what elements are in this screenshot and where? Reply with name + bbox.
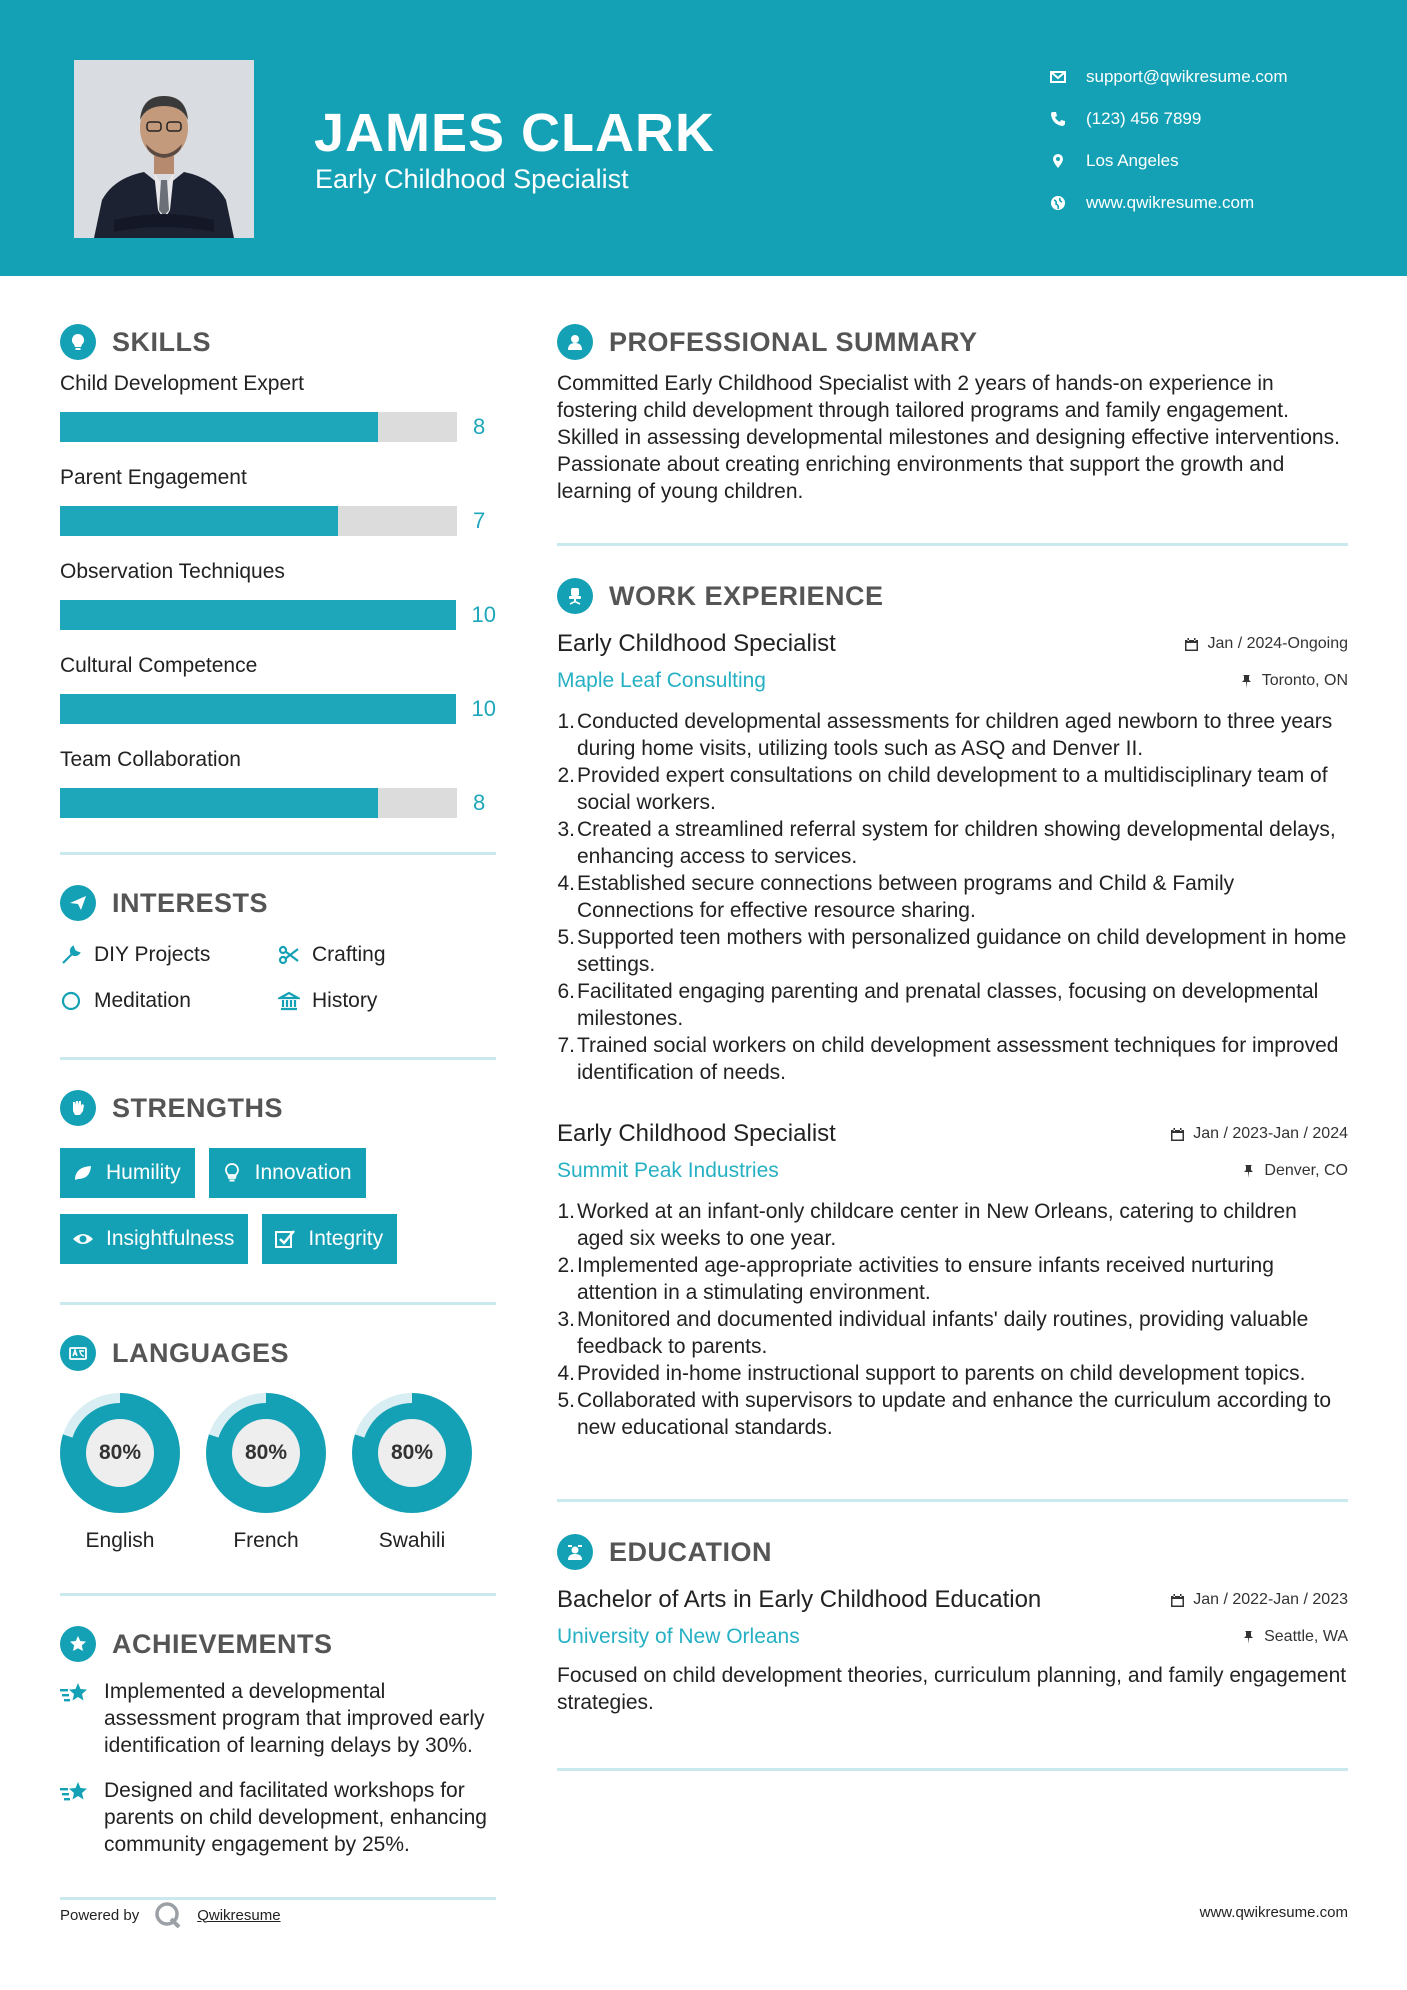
summary-text: Committed Early Childhood Specialist with 2 years of hands-on experience in fostering child development through tailored programs and family engagement. Skilled in assessing developmental milestones and designing effective interventions. Passionate about creating enriching environments that support the growth and learning of young children. [557, 372, 1340, 503]
language-ring [352, 1393, 472, 1513]
skill-value: 7 [473, 508, 486, 533]
fist-icon [60, 1090, 96, 1126]
interest-label: DIY Projects [94, 943, 211, 966]
job-company: Maple Leaf Consulting [557, 669, 766, 692]
qwikresume-logo-icon [153, 1900, 183, 1930]
profile-photo [74, 60, 254, 238]
job-bullet: 4. Provided in-home instructional support to parents on child development topics. [557, 1362, 1306, 1385]
language-name: English [85, 1529, 155, 1552]
skill-bar [60, 788, 457, 818]
job-location [1241, 1162, 1348, 1180]
education-entry [557, 1580, 1348, 1716]
summary-title: PROFESSIONAL SUMMARY [609, 326, 978, 357]
job-location-text: Denver, CO [1264, 1162, 1348, 1179]
profile-photo-illustration [74, 60, 254, 238]
section-divider [557, 543, 1348, 546]
star-badge-icon [60, 1626, 96, 1662]
contact-website-text: www.qwikresume.com [1086, 193, 1255, 212]
skills-list [60, 368, 496, 830]
strengths-heading [60, 1086, 496, 1130]
skill-value: 8 [473, 790, 486, 815]
skill-name: Cultural Competence [60, 654, 258, 677]
strength-label: Insightfulness [106, 1227, 235, 1250]
skill-bar [60, 412, 457, 442]
language-item [206, 1393, 326, 1553]
job-bullet: 7. Trained social workers on child development assessment techniques for improved identification of needs. [557, 1034, 1339, 1084]
interests-list [60, 939, 496, 1017]
language-level: 80% [232, 1419, 300, 1487]
job-location-text: Toronto, ON [1261, 672, 1348, 689]
experience-heading [557, 574, 1348, 618]
lightbulb-icon [221, 1162, 243, 1184]
skill-bar-fill [60, 412, 378, 442]
job-bullets [557, 708, 1348, 1086]
contact-phone-text: (123) 456 7899 [1086, 109, 1202, 128]
contact-website[interactable] [1050, 182, 1288, 224]
languages-title: LANGUAGES [112, 1337, 290, 1368]
strength-tag [262, 1214, 397, 1264]
contact-list [1050, 56, 1288, 224]
interest-item [60, 939, 278, 971]
language-ring [60, 1393, 180, 1513]
achievement-item [60, 1678, 496, 1759]
language-item [60, 1393, 180, 1553]
resume-header [0, 0, 1407, 276]
skill-bar-fill [60, 788, 378, 818]
education-school: University of New Orleans [557, 1625, 800, 1648]
skill-name: Observation Techniques [60, 560, 285, 583]
strengths-title: STRENGTHS [112, 1092, 284, 1123]
languages-heading [60, 1331, 496, 1375]
job-entry [557, 1114, 1348, 1441]
job-bullet: 1. Worked at an infant-only childcare center in New Orleans, catering to children aged six weeks to one year. [557, 1200, 1297, 1250]
skill-name: Team Collaboration [60, 748, 241, 771]
shooting-star-icon [60, 1680, 92, 1708]
language-name: Swahili [378, 1529, 446, 1552]
skills-heading [60, 320, 496, 364]
achievements-title: ACHIEVEMENTS [112, 1628, 333, 1659]
skill-item [60, 744, 496, 830]
job-bullet: 2. Provided expert consultations on child development to a multidisciplinary team of social workers. [557, 764, 1328, 814]
interest-item [60, 985, 278, 1017]
interest-item [278, 985, 496, 1017]
language-icon [60, 1335, 96, 1371]
interest-item [278, 939, 496, 971]
job-company: Summit Peak Industries [557, 1159, 779, 1182]
footer-powered [60, 1900, 281, 1930]
interest-label: Meditation [94, 989, 191, 1012]
skill-bar-fill [60, 694, 456, 724]
right-column [557, 320, 1348, 1771]
strength-label: Innovation [254, 1161, 352, 1184]
skill-name: Child Development Expert [60, 372, 304, 395]
skill-bar-fill [60, 506, 338, 536]
skill-value: 10 [471, 602, 496, 627]
job-bullet: 5. Supported teen mothers with personalized guidance on child development in home settings. [557, 926, 1347, 976]
section-divider [60, 852, 496, 855]
section-divider [60, 1057, 496, 1060]
brand-link[interactable]: Qwikresume [197, 1906, 281, 1924]
job-dates [1170, 1125, 1348, 1143]
powered-by-label: Powered by [60, 1906, 140, 1924]
paper-plane-icon [60, 885, 96, 921]
calendar-icon [1170, 1127, 1185, 1142]
left-column [60, 320, 496, 1858]
skill-item [60, 650, 496, 736]
interest-label: Crafting [312, 943, 386, 966]
globe-icon [1050, 195, 1086, 211]
job-dates [1184, 635, 1348, 653]
skill-name: Parent Engagement [60, 466, 247, 489]
education-degree: Bachelor of Arts in Early Childhood Education [557, 1586, 1042, 1613]
job-bullet: 4. Established secure connections between programs and Child & Family Connections for effective resource sharing. [557, 872, 1235, 922]
education-title: EDUCATION [609, 1536, 772, 1567]
job-title: Early Childhood Specialist [557, 630, 836, 657]
graduate-icon [557, 1534, 593, 1570]
strength-label: Integrity [308, 1227, 384, 1250]
contact-phone[interactable] [1050, 98, 1288, 140]
skill-bar [60, 506, 457, 536]
language-level: 80% [86, 1419, 154, 1487]
contact-email[interactable] [1050, 56, 1288, 98]
job-bullet: 1. Conducted developmental assessments for children aged newborn to three years during home visits, utilizing tools such as ASQ and Denver II. [557, 710, 1333, 760]
job-dates-text: Jan / 2023-Jan / 2024 [1193, 1125, 1348, 1142]
achievement-text: Designed and facilitated workshops for parents on child development, enhancing community engagement by 25%. [104, 1779, 487, 1856]
achievement-text: Implemented a developmental assessment program that improved early identification of learning delays by 30%. [104, 1680, 485, 1757]
language-item [352, 1393, 472, 1553]
checkbox-icon [274, 1228, 296, 1250]
skill-bar-fill [60, 600, 456, 630]
skill-bar [60, 694, 456, 724]
section-divider [60, 1593, 496, 1596]
skill-value: 10 [471, 696, 496, 721]
summary-heading [557, 320, 1348, 364]
achievements-heading [60, 1622, 496, 1666]
language-ring [206, 1393, 326, 1513]
education-location-text: Seattle, WA [1264, 1628, 1348, 1645]
education-location [1241, 1628, 1348, 1646]
phone-icon [1050, 111, 1086, 127]
achievements-list [60, 1678, 496, 1858]
strength-tag [60, 1214, 248, 1264]
education-dates-text: Jan / 2022-Jan / 2023 [1193, 1591, 1348, 1608]
envelope-icon [1050, 69, 1086, 85]
eye-icon [72, 1228, 94, 1250]
job-location [1239, 672, 1348, 690]
skill-item [60, 556, 496, 642]
pushpin-icon [1239, 674, 1254, 689]
job-entry [557, 624, 1348, 1086]
section-divider [60, 1302, 496, 1305]
contact-location [1050, 140, 1288, 182]
user-icon [557, 324, 593, 360]
museum-icon [278, 990, 300, 1012]
education-heading [557, 1530, 1348, 1574]
job-bullet: 3. Created a streamlined referral system for children showing developmental delays, enhancing access to services. [557, 818, 1336, 868]
job-bullet: 3. Monitored and documented individual infants' daily routines, providing valuable feedback to parents. [557, 1308, 1309, 1358]
location-pin-icon [1050, 153, 1086, 169]
shooting-star-icon [60, 1779, 92, 1807]
footer-website[interactable]: www.qwikresume.com [1199, 1904, 1348, 1921]
strength-tag [209, 1148, 366, 1198]
experience-title: WORK EXPERIENCE [609, 580, 884, 611]
candidate-role: Early Childhood Specialist [315, 164, 629, 194]
pushpin-icon [1241, 1164, 1256, 1179]
calendar-icon [1184, 637, 1199, 652]
job-bullet: 5. Collaborated with supervisors to update and enhance the curriculum according to new educational standards. [557, 1389, 1332, 1439]
language-name: French [233, 1529, 299, 1552]
skill-item [60, 462, 496, 548]
contact-email-text: support@qwikresume.com [1086, 67, 1288, 86]
leaf-icon [72, 1162, 94, 1184]
circle-icon [60, 990, 82, 1012]
achievement-item [60, 1777, 496, 1858]
strength-label: Humility [106, 1161, 181, 1184]
interest-label: History [312, 989, 378, 1012]
job-bullets [557, 1198, 1348, 1441]
skill-value: 8 [473, 414, 486, 439]
strengths-list [60, 1148, 496, 1264]
job-dates-text: Jan / 2024-Ongoing [1207, 635, 1348, 652]
wrench-icon [60, 944, 82, 966]
job-bullet: 6. Facilitated engaging parenting and prenatal classes, focusing on developmental milestones. [557, 980, 1319, 1030]
skill-item [60, 368, 496, 454]
job-bullet: 2. Implemented age-appropriate activities to ensure infants received nurturing attention in a stimulating environment. [557, 1254, 1274, 1304]
language-level: 80% [378, 1419, 446, 1487]
section-divider [557, 1499, 1348, 1502]
scissors-icon [278, 944, 300, 966]
education-dates [1170, 1591, 1348, 1609]
lightbulb-icon [60, 324, 96, 360]
skills-title: SKILLS [112, 326, 212, 357]
section-divider [557, 1768, 1348, 1771]
interests-title: INTERESTS [112, 887, 269, 918]
strength-tag [60, 1148, 195, 1198]
job-title: Early Childhood Specialist [557, 1120, 836, 1147]
education-description: Focused on child development theories, curriculum planning, and family engagement strategies. [557, 1664, 1347, 1714]
languages-list [60, 1393, 496, 1553]
pushpin-icon [1241, 1630, 1256, 1645]
contact-location-text: Los Angeles [1086, 151, 1179, 170]
calendar-icon [1170, 1593, 1185, 1608]
office-chair-icon [557, 578, 593, 614]
interests-heading [60, 881, 496, 925]
skill-bar [60, 600, 456, 630]
candidate-name: JAMES CLARK [314, 103, 716, 163]
